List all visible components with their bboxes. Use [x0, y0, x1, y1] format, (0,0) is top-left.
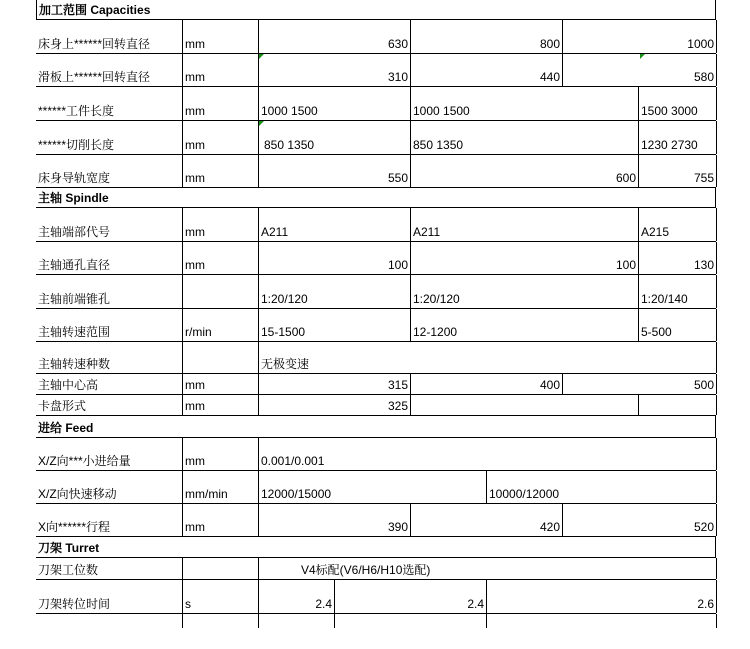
table-row	[36, 558, 716, 580]
value-cell: A215	[641, 225, 670, 239]
row-label: 主轴转速种数	[38, 357, 111, 371]
table-row	[36, 87, 716, 121]
value-cell: 420	[539, 520, 560, 534]
row-unit: mm	[185, 225, 205, 239]
cell-marker-icon	[259, 54, 264, 59]
table-row	[36, 395, 716, 416]
row-unit: mm	[185, 37, 205, 51]
value-cell: 850 1350	[264, 138, 315, 152]
value-cell: 5-500	[641, 325, 672, 339]
table-row	[36, 374, 716, 395]
table-row	[36, 275, 716, 309]
table-row	[36, 580, 716, 614]
table-row	[36, 471, 716, 504]
table-row	[36, 309, 716, 342]
value-cell: 520	[693, 520, 714, 534]
row-unit: mm	[185, 138, 205, 152]
value-cell: 2.4	[467, 597, 484, 611]
value-cell: 1000 1500	[261, 104, 318, 118]
cell-marker-icon	[640, 54, 645, 59]
value-cell: A211	[261, 225, 289, 239]
table-row	[36, 614, 716, 628]
value-cell: 1:20/120	[261, 292, 308, 306]
value-cell: 1500 3000	[641, 104, 698, 118]
row-label: 床身上******回转直径	[38, 37, 151, 51]
section-title: 刀架 Turret	[38, 541, 100, 555]
value-cell: A211	[413, 225, 441, 239]
value-cell: 1230 2730	[641, 138, 698, 152]
table-row	[36, 54, 716, 87]
value-cell: 0.001/0.001	[261, 454, 325, 468]
value-cell: 15-1500	[261, 325, 306, 339]
row-label: 滑板上******回转直径	[38, 70, 151, 84]
row-unit: mm	[185, 520, 205, 534]
value-cell: 500	[693, 378, 714, 392]
row-unit: mm	[185, 399, 205, 413]
table-row	[36, 504, 716, 537]
row-unit: mm	[185, 171, 205, 185]
value-cell: 2.4	[315, 597, 332, 611]
section-capacities	[36, 0, 716, 20]
value-cell: 10000/12000	[489, 487, 560, 501]
table-row	[36, 208, 716, 242]
value-cell: 130	[693, 258, 714, 272]
value-cell: 1000 1500	[413, 104, 470, 118]
row-unit: s	[185, 597, 191, 611]
section-turret	[36, 537, 716, 558]
table-row	[36, 20, 716, 54]
value-cell: 1:20/120	[413, 292, 460, 306]
row-unit: mm	[185, 258, 205, 272]
value-cell: 315	[387, 378, 408, 392]
section-title: 加工范围 Capacities	[39, 3, 151, 17]
value-cell: 1000	[687, 37, 714, 51]
value-cell: 440	[539, 70, 560, 84]
spec-table	[36, 0, 716, 628]
value-cell: 1:20/140	[641, 292, 688, 306]
value-cell: 580	[693, 70, 714, 84]
value-cell: 800	[539, 37, 560, 51]
value-cell: 12-1200	[413, 325, 458, 339]
table-row	[36, 155, 716, 188]
row-label: 主轴通孔直径	[38, 258, 111, 272]
section-title: 主轴 Spindle	[38, 191, 109, 205]
cell-marker-icon	[259, 121, 264, 126]
value-cell: 390	[387, 520, 408, 534]
row-label: 主轴中心高	[38, 378, 99, 392]
row-unit: mm	[185, 104, 205, 118]
section-spindle	[36, 188, 716, 208]
row-label: X向******行程	[38, 520, 111, 534]
row-label: X/Z向快速移动	[38, 487, 117, 501]
row-label: 床身导轨宽度	[38, 171, 111, 185]
row-label: ******切削长度	[38, 138, 115, 152]
row-unit: r/min	[185, 325, 212, 339]
row-label: 卡盘形式	[38, 399, 87, 413]
value-cell: 850 1350	[413, 138, 464, 152]
row-label: 主轴转速范围	[38, 325, 111, 339]
value-cell: 630	[387, 37, 408, 51]
row-unit: mm	[185, 70, 205, 84]
value-cell: 100	[615, 258, 636, 272]
value-cell: V4标配(V6/H6/H10选配)	[301, 563, 431, 577]
value-cell: 600	[615, 171, 636, 185]
section-title: 进给 Feed	[38, 421, 94, 435]
row-label: X/Z向***小进给量	[38, 454, 131, 468]
value-cell: 400	[539, 378, 560, 392]
row-unit: mm	[185, 378, 205, 392]
row-label: 刀架工位数	[38, 563, 99, 577]
value-cell: 550	[387, 171, 408, 185]
table-row	[36, 438, 716, 471]
value-cell: 12000/15000	[261, 487, 332, 501]
value-cell: 2.6	[697, 597, 714, 611]
value-cell: 无极变速	[261, 357, 310, 371]
row-unit: mm/min	[185, 487, 228, 501]
row-unit: mm	[185, 454, 205, 468]
value-cell: 755	[693, 171, 714, 185]
value-cell: 325	[387, 399, 408, 413]
row-label: ******工件长度	[38, 104, 115, 118]
row-label: 刀架转位时间	[38, 597, 111, 611]
section-feed	[36, 416, 716, 438]
value-cell: 310	[387, 70, 408, 84]
row-label: 主轴前端锥孔	[38, 292, 111, 306]
row-label: 主轴端部代号	[38, 225, 111, 239]
table-row	[36, 342, 716, 374]
table-row	[36, 121, 716, 155]
table-row	[36, 242, 716, 275]
value-cell: 100	[387, 258, 408, 272]
